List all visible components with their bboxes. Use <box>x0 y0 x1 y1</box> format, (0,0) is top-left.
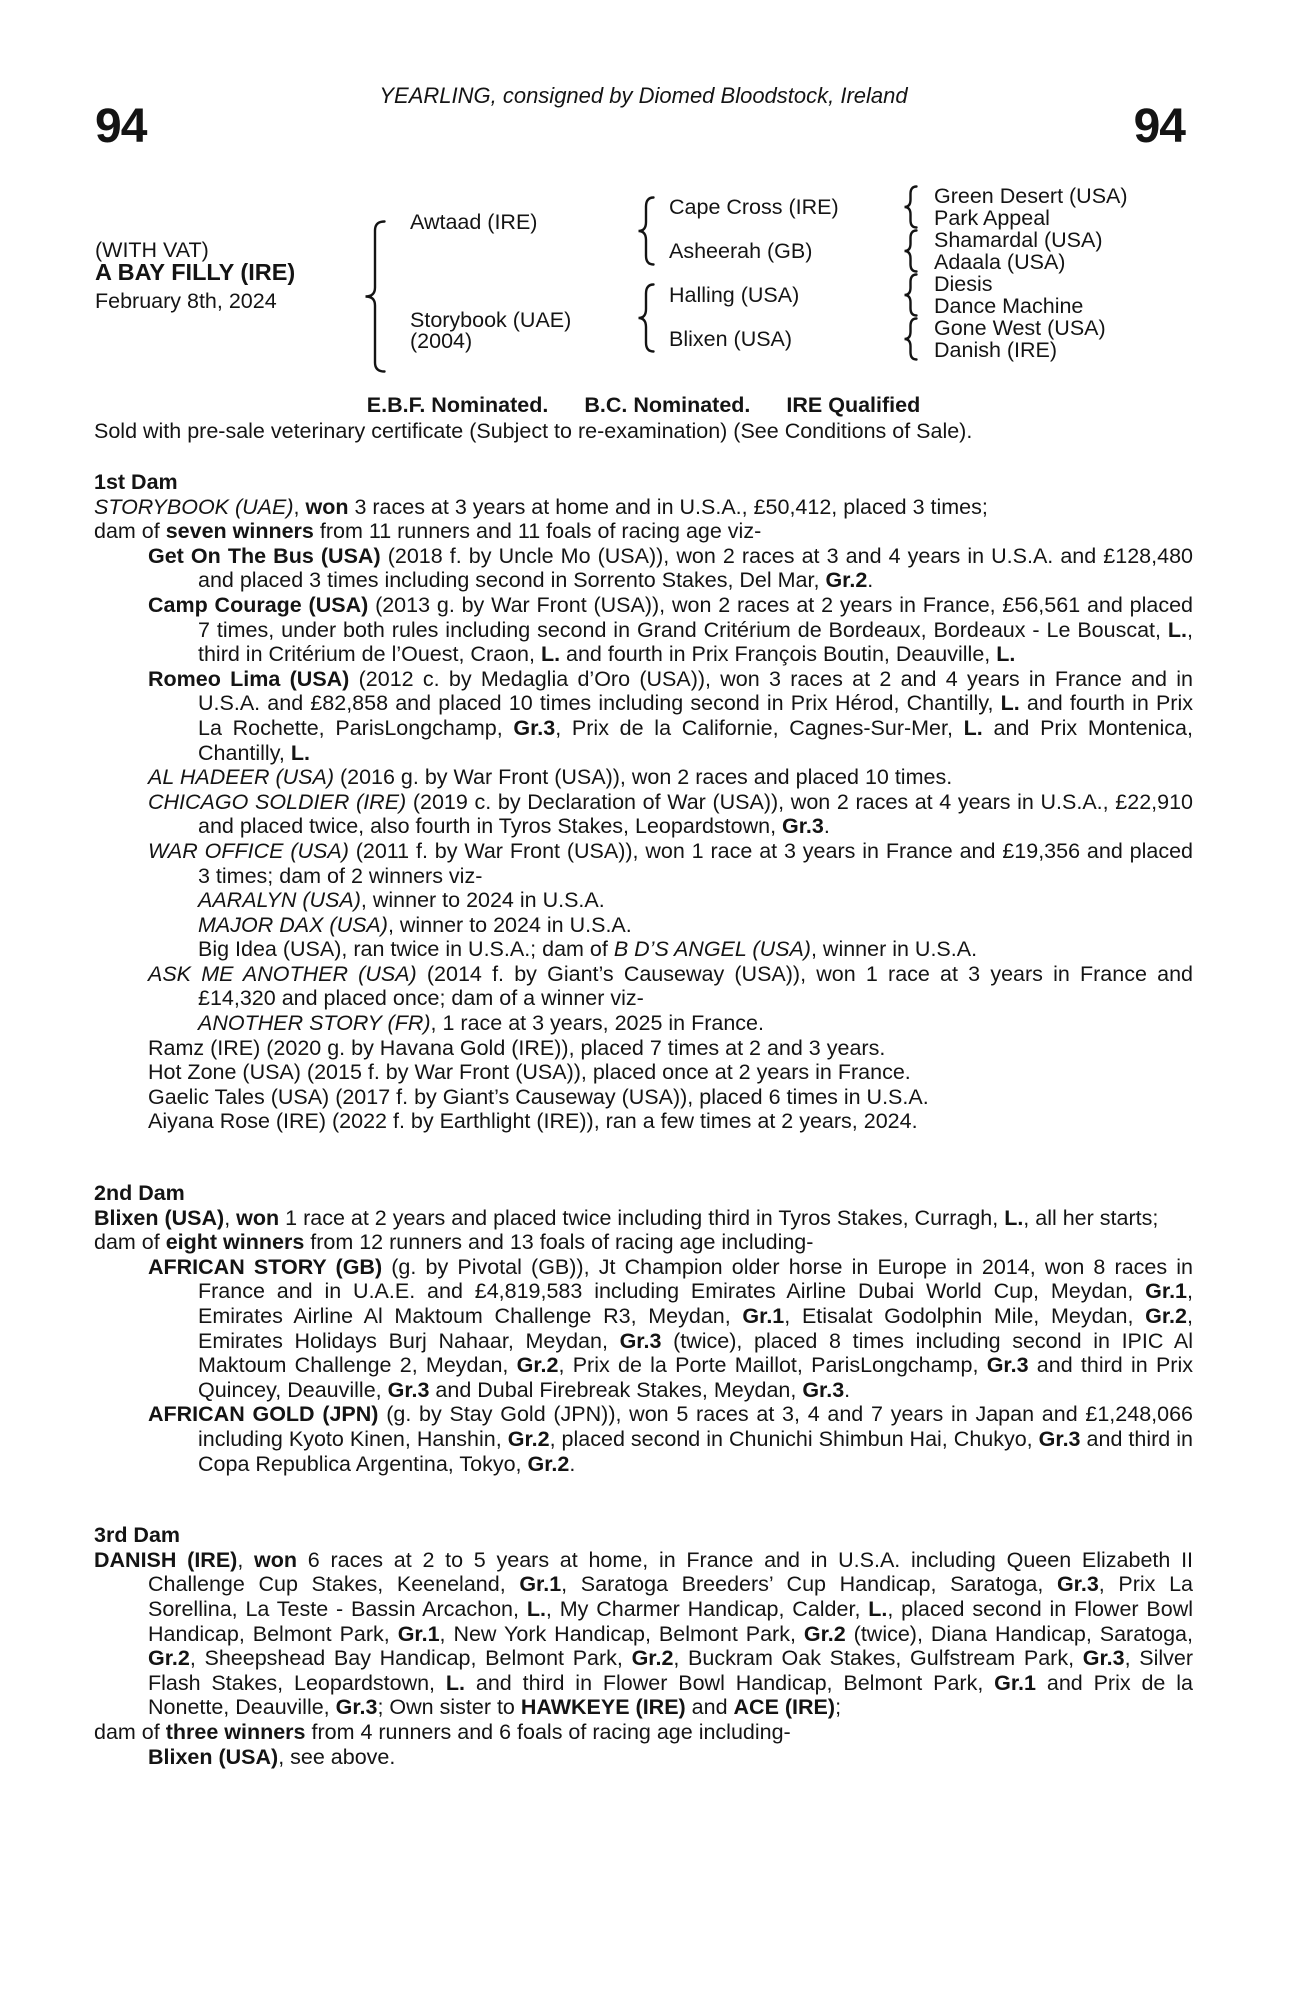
produce-record: Blixen (USA), see above. <box>148 1744 396 1769</box>
pedigree-ancestor: Dance Machine <box>934 294 1084 318</box>
nominations-line <box>94 392 1193 418</box>
produce-record: ASK ME ANOTHER (USA) (2014 f. by Giant’s Causeway (USA)), won 1 race at 3 years in France and £14,320 and placed once; dam of a winner viz- <box>148 961 1193 1011</box>
pedigree-sire-sire: Cape Cross (IRE) <box>669 195 839 219</box>
dam-section <box>94 1181 1193 1476</box>
dam-section <box>94 1523 1193 1769</box>
sale-condition-note: Sold with pre-sale veterinary certificate (Subject to re-examination) (See Conditions of Sale). <box>94 419 973 443</box>
produce-record: Camp Courage (USA) (2013 g. by War Front (USA)), won 2 races at 2 years in France, £56,561 and placed 7 times, under both rules including second in Grand Critérium de Bordeaux, Bordeaux - Le Bouscat, L., third in Critérium de l’Ouest, Craon, L. and fourth in Prix François Boutin, Deauville, L. <box>148 592 1193 667</box>
pedigree-dam-dam: Blixen (USA) <box>669 327 793 351</box>
produce-record: CHICAGO SOLDIER (IRE) (2019 c. by Declaration of War (USA)), won 2 races at 4 years in U.S.A., £22,910 and placed twice, also fourth in Tyros Stakes, Leopardstown, Gr.3. <box>148 789 1193 839</box>
produce-record: Big Idea (USA), ran twice in U.S.A.; dam of B D’S ANGEL (USA), winner in U.S.A. <box>198 937 978 962</box>
produce-record: STORYBOOK (UAE), won 3 races at 3 years at home and in U.S.A., £50,412, placed 3 times; <box>94 494 988 519</box>
produce-record: Blixen (USA), won 1 race at 2 years and placed twice including third in Tyros Stakes, Curragh, L., all her starts; <box>94 1205 1159 1230</box>
dam-section-heading: 3rd Dam <box>94 1523 181 1548</box>
produce-record: Romeo Lima (USA) (2012 c. by Medaglia d’Oro (USA)), won 3 races at 2 and 4 years in France and in U.S.A. and £82,858 and placed 10 times including second in Prix Hérod, Chantilly, L. and fourth in Prix La Rochette, ParisLongchamp, Gr.3, Prix de la Californie, Cagnes-Sur-Mer, L. and Prix Montenica, Chantilly, L. <box>148 666 1193 765</box>
lot-number-right: 94 <box>1133 100 1185 153</box>
pedigree-ancestor: Adaala (USA) <box>934 250 1066 274</box>
dam-sections <box>94 470 1193 1769</box>
produce-record: Hot Zone (USA) (2015 f. by War Front (USA)), placed once at 2 years in France. <box>148 1060 911 1085</box>
foaling-date: February 8th, 2024 <box>95 289 277 313</box>
pedigree-brace <box>637 196 655 266</box>
pedigree-sire-dam: Asheerah (GB) <box>669 239 813 263</box>
dam-summary-line: dam of eight winners from 12 runners and 13 foals of racing age including- <box>94 1230 814 1255</box>
produce-record: AL HADEER (USA) (2016 g. by War Front (USA)), won 2 races and placed 10 times. <box>148 765 953 790</box>
nomination-ebf: E.B.F. Nominated. <box>366 393 549 417</box>
pedigree-brace <box>637 283 655 353</box>
produce-record: Aiyana Rose (IRE) (2022 f. by Earthlight (IRE)), ran a few times at 2 years, 2024. <box>148 1109 918 1134</box>
produce-record: ANOTHER STORY (FR), 1 race at 3 years, 2025 in France. <box>198 1011 764 1036</box>
lot-number-left: 94 <box>95 100 147 153</box>
pedigree-ancestor: Diesis <box>934 272 993 296</box>
pedigree-ancestor: Gone West (USA) <box>934 316 1106 340</box>
produce-record: Ramz (IRE) (2020 g. by Havana Gold (IRE)), placed 7 times at 2 and 3 years. <box>148 1035 886 1060</box>
dam-section <box>94 470 1193 1134</box>
pedigree-brace <box>903 185 918 229</box>
pedigree-brace <box>364 220 386 373</box>
pedigree-ancestor: Park Appeal <box>934 206 1050 230</box>
nomination-bc: B.C. Nominated. <box>584 393 751 417</box>
dam-summary-line: dam of three winners from 4 runners and 6 foals of racing age including- <box>94 1719 791 1744</box>
produce-record: Gaelic Tales (USA) (2017 f. by Giant’s Causeway (USA)), placed 6 times in U.S.A. <box>148 1084 929 1109</box>
dam-section-heading: 2nd Dam <box>94 1181 185 1206</box>
consignment-header: YEARLING, consigned by Diomed Bloodstock, Ireland <box>379 83 908 108</box>
pedigree-brace <box>903 229 918 273</box>
pedigree-dam-sire: Halling (USA) <box>669 283 800 307</box>
produce-record: MAJOR DAX (USA), winner to 2024 in U.S.A. <box>198 912 632 937</box>
produce-record: AARALYN (USA), winner to 2024 in U.S.A. <box>198 888 605 913</box>
pedigree-sire: Awtaad (IRE) <box>410 210 538 234</box>
produce-record: AFRICAN GOLD (JPN) (g. by Stay Gold (JPN)), won 5 races at 3, 4 and 7 years in Japan and £1,248,066 including Kyoto Kinen, Hanshin, Gr.2, placed second in Chunichi Shimbun Hai, Chukyo, Gr.3 and third in Copa Republica Argentina, Tokyo, Gr.2. <box>148 1402 1194 1476</box>
dam-summary-line: dam of seven winners from 11 runners and 11 foals of racing age viz- <box>94 519 762 544</box>
pedigree-dam: Storybook (UAE) <box>410 308 572 332</box>
pedigree-ancestor: Green Desert (USA) <box>934 184 1128 208</box>
produce-record: Get On The Bus (USA) (2018 f. by Uncle Mo (USA)), won 2 races at 3 and 4 years in U.S.A. and £128,480 and placed 3 times including second in Sorrento Stakes, Del Mar, Gr.2. <box>148 543 1193 593</box>
pedigree-brace <box>903 273 918 317</box>
dam-section-heading: 1st Dam <box>94 470 178 494</box>
pedigree-ancestor: Shamardal (USA) <box>934 228 1103 252</box>
horse-name: A BAY FILLY (IRE) <box>95 259 296 285</box>
vat-note: (WITH VAT) <box>95 238 209 262</box>
produce-record: AFRICAN STORY (GB) (g. by Pivotal (GB)), Jt Champion older horse in Europe in 2014, won 8 races in France and in U.A.E. and £4,819,583 including Emirates Airline Dubai World Cup, Meydan, Gr.1, Emirates Airline Al Maktoum Challenge R3, Meydan, Gr.1, Etisalat Godolphin Mile, Meydan, Gr.2, Emirates Holidays Burj Nahaar, Meydan, Gr.3 (twice), placed 8 times including second in IPIC Al Maktoum Challenge 2, Meydan, Gr.2, Prix de la Porte Maillot, ParisLongchamp, Gr.3 and third in Prix Quincey, Deauville, Gr.3 and Dubal Firebreak Stakes, Meydan, Gr.3. <box>148 1254 1193 1402</box>
produce-record: DANISH (IRE), won 6 races at 2 to 5 years at home, in France and in U.S.A. including Queen Elizabeth II Challenge Cup Stakes, Keeneland, Gr.1, Saratoga Breeders’ Cup Handicap, Saratoga, Gr.3, Prix La Sorellina, La Teste - Bassin Arcachon, L., My Charmer Handicap, Calder, L., placed second in Flower Bowl Handicap, Belmont Park, Gr.1, New York Handicap, Belmont Park, Gr.2 (twice), Diana Handicap, Saratoga, Gr.2, Sheepshead Bay Handicap, Belmont Park, Gr.2, Buckram Oak Stakes, Gulfstream Park, Gr.3, Silver Flash Stakes, Leopardstown, L. and third in Flower Bowl Handicap, Belmont Park, Gr.1 and Prix de la Nonette, Deauville, Gr.3; Own sister to HAWKEYE (IRE) and ACE (IRE); <box>94 1547 1194 1720</box>
pedigree-brace <box>903 317 918 361</box>
pedigree-dam-year: (2004) <box>410 329 473 353</box>
pedigree-ancestor: Danish (IRE) <box>934 338 1058 362</box>
nomination-ire: IRE Qualified <box>786 393 921 417</box>
produce-record: WAR OFFICE (USA) (2011 f. by War Front (USA)), won 1 race at 3 years in France and £19,356 and placed 3 times; dam of 2 winners viz- <box>148 838 1194 888</box>
